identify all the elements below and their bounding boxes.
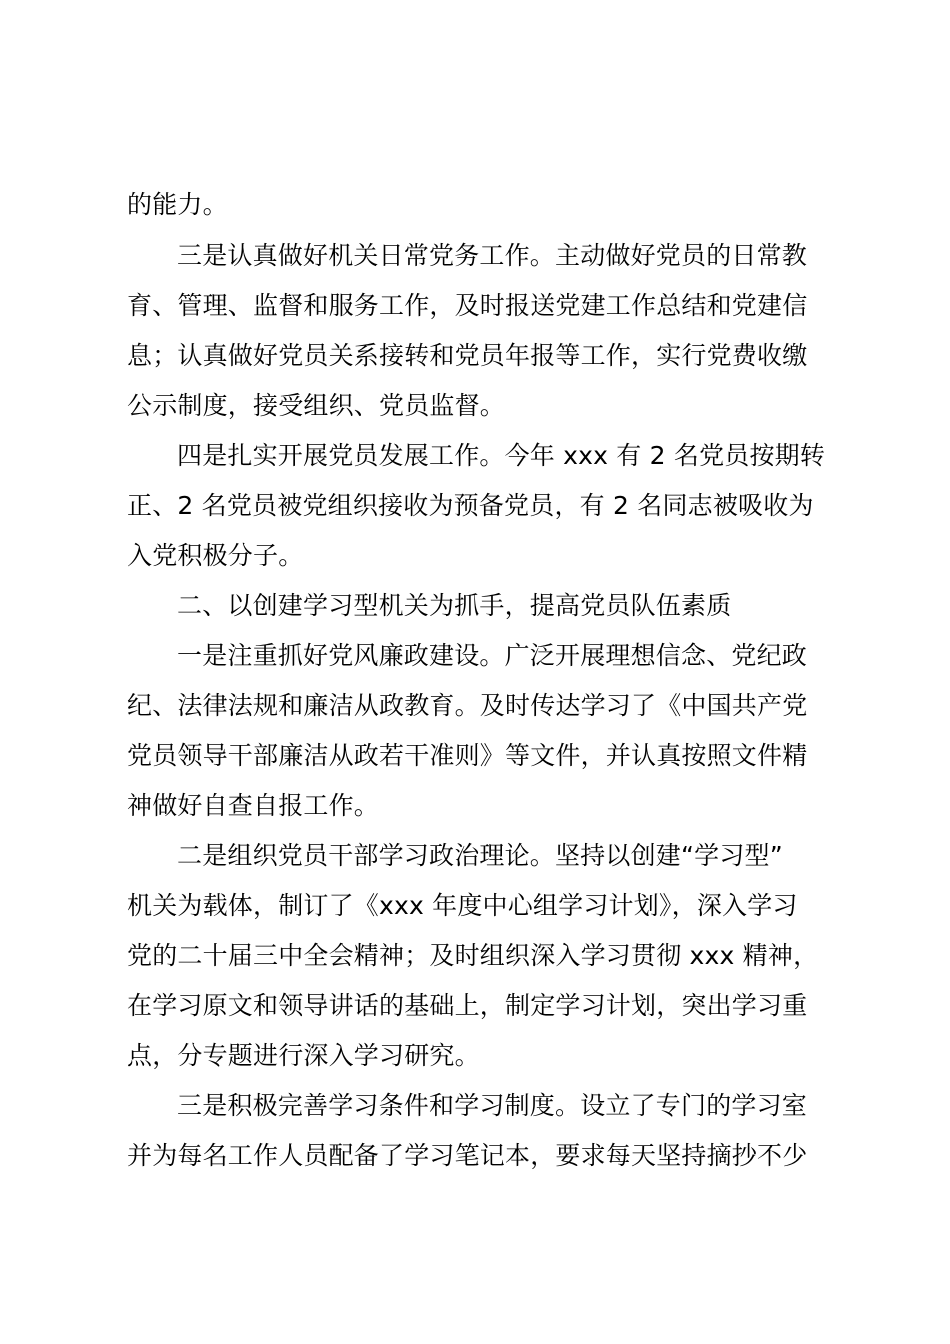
paragraph-first-line: 三是认真做好机关日常党务工作。主动做好党员的日常教 [177, 241, 808, 270]
text-line: 在学习原文和领导讲话的基础上，制定学习计划，突出学习重 [127, 991, 808, 1020]
text-line: 党的二十届三中全会精神；及时组织深入学习贯彻 xxx 精神， [127, 941, 819, 970]
text-line: 公示制度，接受组织、党员监督。 [127, 391, 506, 420]
text-line: 的能力。 [127, 190, 228, 219]
text-line: 纪、法律法规和廉洁从政教育。及时传达学习了《中国共产党 [127, 691, 808, 720]
text-line: 神做好自查自报工作。 [127, 791, 380, 820]
text-line: 机关为载体，制订了《xxx 年度中心组学习计划》，深入学习 [127, 891, 798, 920]
text-line: 息；认真做好党员关系接转和党员年报等工作，实行党费收缴 [127, 341, 808, 370]
text-line: 党员领导干部廉洁从政若干准则》等文件，并认真按照文件精 [127, 741, 808, 770]
paragraph-first-line: 一是注重抓好党风廉政建设。广泛开展理想信念、党纪政 [177, 641, 808, 670]
text-line: 点，分专题进行深入学习研究。 [127, 1041, 480, 1070]
paragraph-first-line: 四是扎实开展党员发展工作。今年 xxx 有 2 名党员按期转 [177, 441, 826, 470]
text-line: 入党积极分子。 [127, 541, 304, 570]
paragraph-first-line: 三是积极完善学习条件和学习制度。设立了专门的学习室 [177, 1091, 808, 1120]
text-line: 并为每名工作人员配备了学习笔记本，要求每天坚持摘抄不少 [127, 1141, 808, 1170]
section-heading: 二、以创建学习型机关为抓手，提高党员队伍素质 [177, 591, 732, 620]
text-line: 正、2 名党员被党组织接收为预备党员，有 2 名同志被吸收为 [127, 491, 814, 520]
text-line: 育、管理、监督和服务工作，及时报送党建工作总结和党建信 [127, 291, 808, 320]
paragraph-first-line: 二是组织党员干部学习政治理论。坚持以创建“学习型” [177, 841, 783, 870]
